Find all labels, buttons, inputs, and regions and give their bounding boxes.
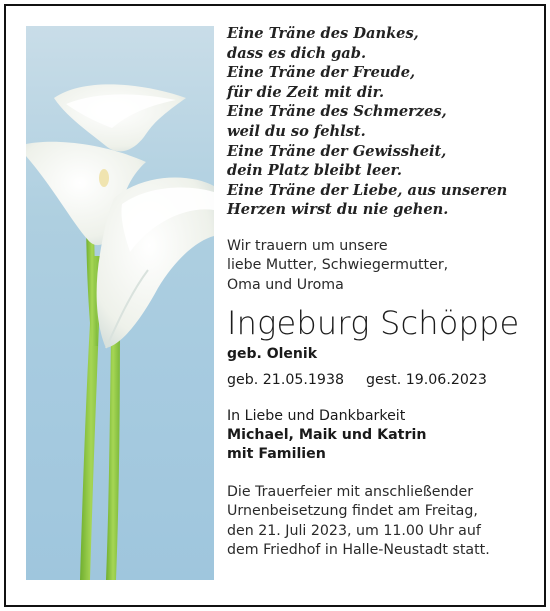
death-date: gest. 19.06.2023 [366, 372, 487, 389]
service-line: Urnenbeisetzung findet am Freitag, [227, 503, 478, 520]
life-dates [227, 371, 527, 390]
calla-lily-photo [26, 26, 214, 580]
service-line: dem Friedhof in Halle-Neustadt statt. [227, 541, 490, 558]
poem-line: dein Platz bleibt leer. [227, 162, 402, 180]
poem-line: Herzen wirst du nie gehen. [227, 201, 449, 219]
poem-line: Eine Träne der Gewissheit, [227, 142, 447, 160]
poem-line: Eine Träne des Dankes, [227, 25, 419, 42]
calla-lily-illustration [26, 26, 214, 580]
poem-line: für die Zeit mit dir. [227, 83, 385, 101]
poem-line: Eine Träne des Schmerzes, [227, 103, 447, 121]
maiden-name: geb. Olenik [227, 346, 318, 363]
deceased-name: Ingeburg Schöppe [227, 304, 520, 343]
family-signature [227, 426, 527, 464]
poem-line: dass es dich gab. [227, 44, 367, 62]
service-info [227, 483, 527, 560]
mourning-line: Wir trauern um unsere [227, 237, 388, 254]
service-line: den 21. Juli 2023, um 11.00 Uhr auf [227, 522, 481, 539]
service-line: Die Trauerfeier mit anschließender [227, 484, 474, 501]
mourning-line: Oma und Uroma [227, 276, 344, 293]
thanks-line: In Liebe und Dankbarkeit [227, 408, 406, 425]
birth-date: geb. 21.05.1938 [227, 372, 344, 389]
poem [227, 24, 527, 220]
notice-text [227, 24, 527, 560]
poem-line: Eine Träne der Freude, [227, 64, 416, 82]
family-line: mit Familien [227, 446, 326, 463]
poem-line: Eine Träne der Liebe, aus unseren [227, 181, 508, 199]
family-line: Michael, Maik und Katrin [227, 427, 427, 444]
mourning-line: liebe Mutter, Schwiegermutter, [227, 257, 449, 274]
poem-line: weil du so fehlst. [227, 122, 366, 140]
mourning-statement [227, 237, 527, 295]
